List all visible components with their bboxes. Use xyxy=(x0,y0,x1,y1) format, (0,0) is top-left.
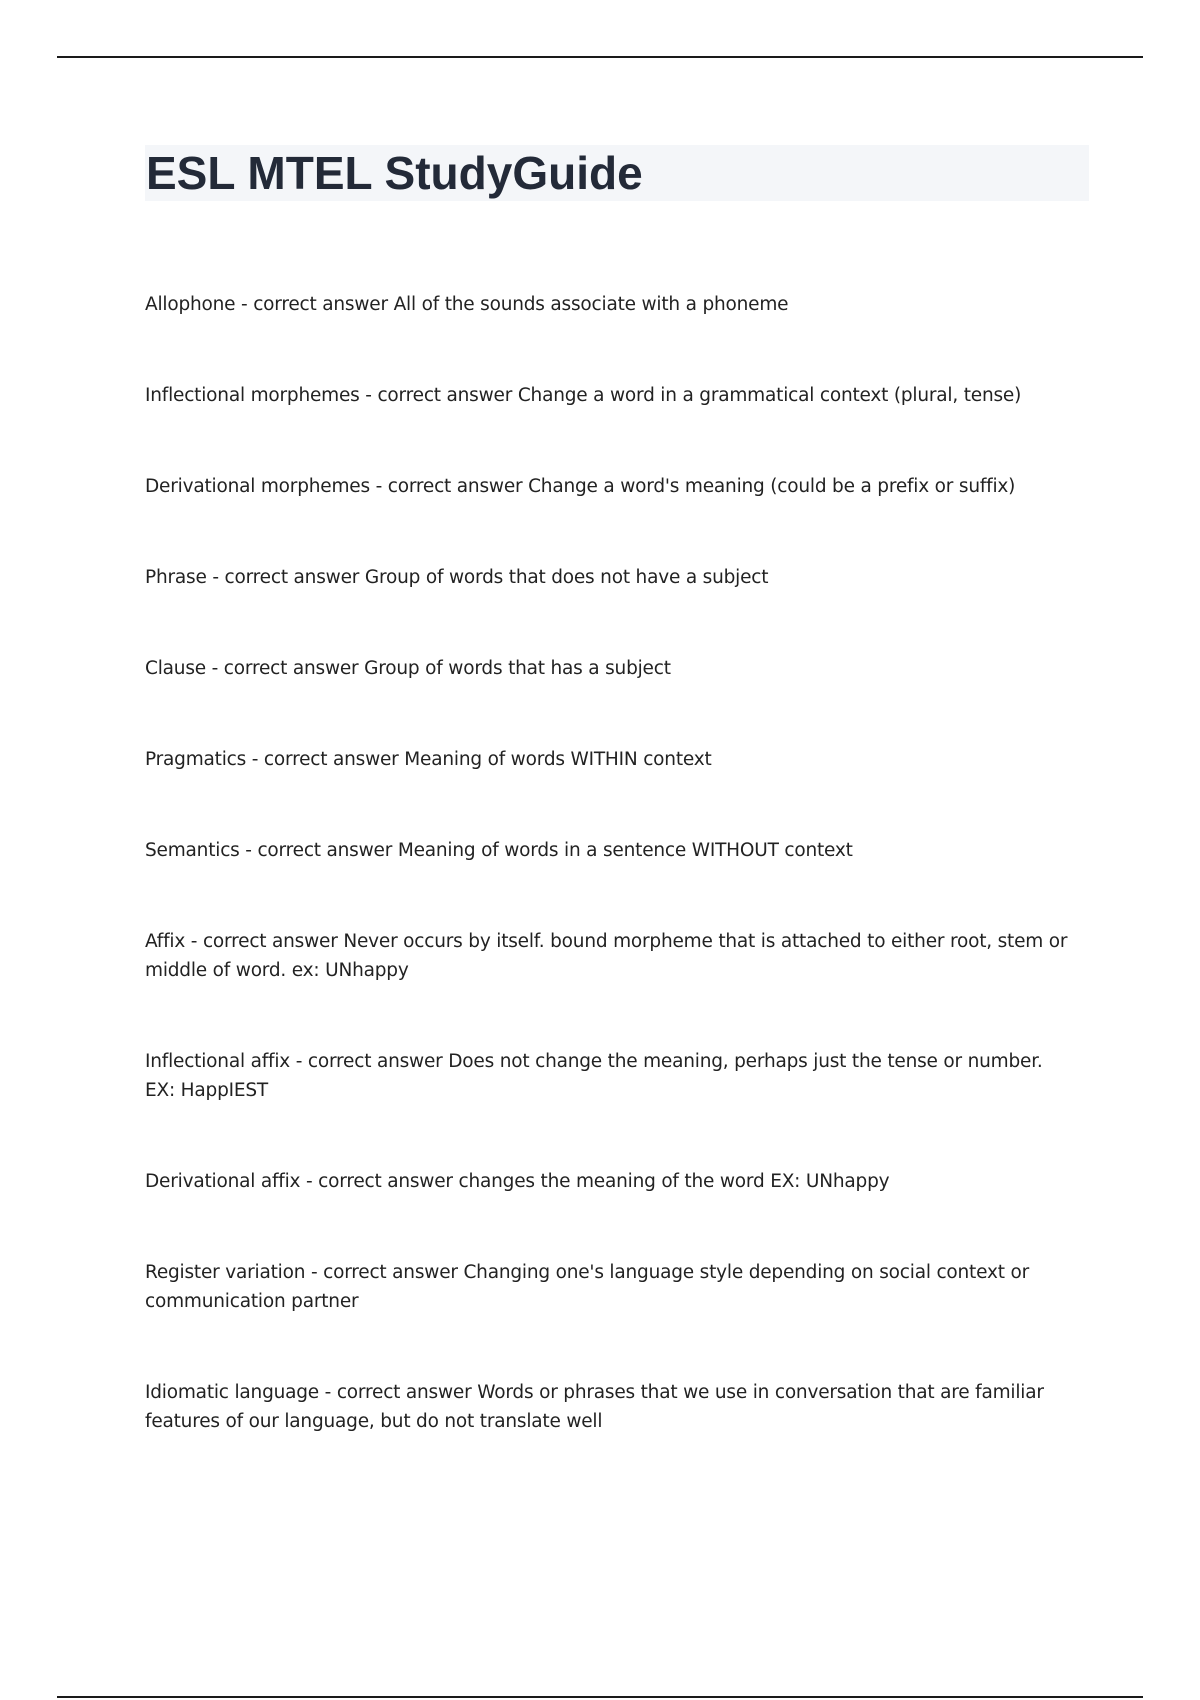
entry-term: Idiomatic language xyxy=(145,1382,319,1403)
list-item xyxy=(145,472,1075,501)
entry-separator: - correct answer xyxy=(305,1262,464,1283)
entry-term: Allophone xyxy=(145,294,236,315)
entry-answer: All of the sounds associate with a phoneme xyxy=(393,294,789,315)
top-rule xyxy=(57,56,1143,58)
entry-answer: Changing one's language style depending on social context or communication partner xyxy=(145,1262,1029,1312)
entry-separator: - correct answer xyxy=(300,1171,459,1192)
list-item xyxy=(145,654,1075,683)
entry-term: Pragmatics xyxy=(145,749,247,770)
entry-term: Inflectional morphemes xyxy=(145,385,360,406)
entry-answer: Meaning of words in a sentence WITHOUT context xyxy=(397,840,853,861)
entry-separator: - correct answer xyxy=(235,294,394,315)
list-item xyxy=(145,563,1075,592)
entry-term: Clause xyxy=(145,658,206,679)
title-banner xyxy=(145,145,1089,201)
flashcard-list xyxy=(145,290,1075,1498)
entry-separator: - correct answer xyxy=(206,567,365,588)
entry-term: Inflectional affix xyxy=(145,1051,291,1072)
entry-answer: Change a word's meaning (could be a prefix or suffix) xyxy=(528,476,1016,497)
list-item xyxy=(145,836,1075,865)
list-item xyxy=(145,927,1075,985)
entry-answer: Words or phrases that we use in conversation that are familiar features of our language, but do not translate well xyxy=(145,1382,1044,1432)
page-title: ESL MTEL StudyGuide xyxy=(146,147,643,199)
entry-answer: Never occurs by itself. bound morpheme that is attached to either root, stem or middle of word. ex: UNhappy xyxy=(145,931,1068,981)
entry-term: Semantics xyxy=(145,840,240,861)
entry-separator: - correct answer xyxy=(369,476,529,497)
entry-separator: - correct answer xyxy=(246,749,405,770)
entry-answer: Group of words that has a subject xyxy=(364,658,671,679)
entry-term: Phrase xyxy=(145,567,207,588)
list-item xyxy=(145,1378,1075,1436)
entry-answer: Does not change the meaning, perhaps just the tense or number. EX: HappIEST xyxy=(145,1051,1043,1101)
list-item xyxy=(145,290,1075,319)
entry-term: Derivational morphemes xyxy=(145,476,370,497)
entry-term: Register variation xyxy=(145,1262,306,1283)
entry-separator: - correct answer xyxy=(239,840,398,861)
list-item xyxy=(145,745,1075,774)
entry-separator: - correct answer xyxy=(359,385,518,406)
entry-term: Derivational affix xyxy=(145,1171,301,1192)
entry-separator: - correct answer xyxy=(290,1051,449,1072)
entry-separator: - correct answer xyxy=(185,931,344,952)
list-item xyxy=(145,1258,1075,1316)
entry-term: Affix xyxy=(145,931,186,952)
entry-separator: - correct answer xyxy=(205,658,365,679)
entry-answer: changes the meaning of the word EX: UNhappy xyxy=(458,1171,890,1192)
entry-separator: - correct answer xyxy=(319,1382,478,1403)
bottom-rule xyxy=(57,1696,1143,1698)
entry-answer: Meaning of words WITHIN context xyxy=(404,749,712,770)
entry-answer: Group of words that does not have a subject xyxy=(364,567,769,588)
entry-answer: Change a word in a grammatical context (plural, tense) xyxy=(517,385,1022,406)
list-item xyxy=(145,1167,1075,1196)
list-item xyxy=(145,381,1075,410)
list-item xyxy=(145,1047,1075,1105)
